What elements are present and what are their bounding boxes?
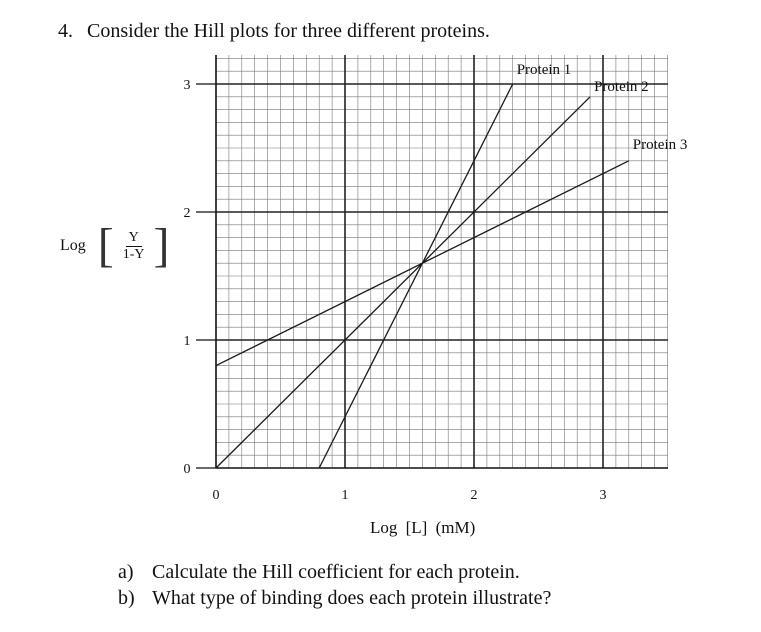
part-label: a)	[118, 561, 134, 583]
left-bracket-icon: [	[97, 219, 114, 272]
question-parts	[118, 560, 551, 612]
question-part-a	[118, 560, 551, 584]
part-text: Calculate the Hill coefficient for each protein.	[152, 561, 520, 583]
y-tick-label: 3	[183, 78, 191, 93]
y-axis-fraction	[120, 230, 148, 263]
x-axis-label-unit: (mM)	[435, 518, 476, 537]
part-label: b)	[118, 587, 135, 609]
y-axis-denominator: 1-Y	[122, 246, 145, 262]
part-text: What type of binding does each protein illustrate?	[152, 587, 552, 609]
question-text: Consider the Hill plots for three different proteins.	[87, 20, 490, 42]
y-tick-label: 1	[183, 334, 191, 349]
x-tick-label: 0	[212, 488, 220, 503]
y-axis-label	[60, 219, 170, 272]
x-tick-label: 3	[599, 488, 607, 503]
series-label-3: Protein 3	[632, 136, 688, 153]
x-tick-label: 2	[470, 488, 478, 503]
right-bracket-icon: ]	[153, 219, 170, 272]
question-part-b	[118, 586, 551, 610]
series-line-2	[216, 97, 590, 468]
series-label-1: Protein 1	[516, 62, 572, 78]
series-label-2: Protein 2	[594, 78, 649, 95]
y-axis-label-log: Log	[60, 237, 86, 254]
y-axis-numerator: Y	[126, 230, 142, 247]
x-axis-label-var: [L]	[405, 518, 428, 537]
x-axis-label-log: Log	[370, 518, 398, 537]
x-tick-label: 1	[341, 488, 349, 503]
y-tick-label: 0	[183, 462, 191, 477]
x-axis-label	[370, 518, 475, 538]
question-number: 4.	[58, 20, 73, 42]
y-tick-label: 2	[183, 206, 191, 221]
